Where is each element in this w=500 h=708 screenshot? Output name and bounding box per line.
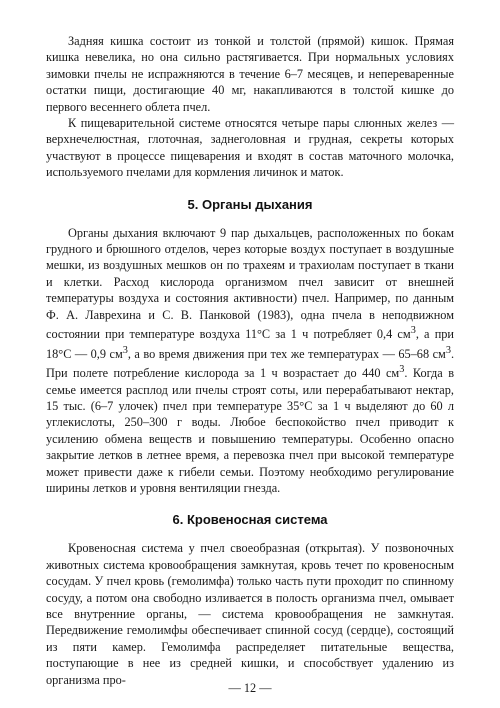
text-fragment: , а во время движения при тех же температурах — 65–68 см — [127, 346, 446, 361]
paragraph-respiratory — [46, 225, 454, 497]
section-heading-circulatory: 6. Кровеносная система — [172, 512, 328, 528]
page-number: — 12 — — [228, 680, 272, 695]
superscript-3: 3 — [410, 325, 416, 337]
text-fragment: , а при 18°С — 0,9 см — [46, 327, 454, 361]
paragraph-circulatory: Кровеносная система у пчел своеобразная (открытая). У позвоночных животных система кровообращения замкнутая, кровь течет по кровеносным сосудам. У пчел кровь (гемолимфа) только часть пути проходит по спинному сосуду, а потом она свободно изливается в полость организма пчел, омывает все внутренние органы, — система кровообращения не замкнутая. Передвижение гемолимфы обеспечивает спинной сосуд (сердце), состоящий из пяти камер. Гемолимфа распределяет питательные вещества, поступающие в нее из средней кишки, и способствует удалению из организма про- — [46, 541, 454, 687]
section-heading-respiratory: 5. Органы дыхания — [187, 196, 313, 212]
text-fragment: . При полете потребление кислорода за 1 ч возрастает до 440 см — [46, 346, 455, 381]
paragraph-salivary-glands: К пищеварительной системе относятся четыре пары слюнных желез — верхнечелюстная, глоточная, заднеголовная и грудная, секреты которых участвуют в процессе пищеварения и входят в состав маточного молочка, используемого пчелами для кормления личинок и маток. — [46, 116, 454, 180]
superscript-3: 3 — [445, 344, 451, 356]
superscript-3: 3 — [122, 344, 128, 356]
paragraph-hindgut: Задняя кишка состоит из тонкой и толстой (прямой) кишок. Прямая кишка невелика, но она сильно растягивается. При нормальных условиях зимовки пчелы не испражняются в течение 6–7 месяцев, и непереваренные остатки пищи, достигающие 40 мг, накапливаются в толстой кишке до первого весеннего облета пчел. — [46, 34, 454, 114]
text-fragment: . Когда в семье имеется расплод или пчелы строят соты, или перерабатывают нектар, 15 тыс. (6–7 улочек) пчел при температуре 35°С за 1 ч выделяют до 60 л углекислоты, 250–300 г воды. Любое беспокойство пчел приводит к усилению обмена веществ и повышению температуры. Особенно опасно закрытие летков в летнее время, а перевозка пчел при высокой температуре может привести даже к гибели семьи. Поэтому необходимо регулирование ширины летков и уровня вентиляции гнезда. — [46, 366, 454, 496]
superscript-3: 3 — [399, 364, 405, 376]
text-fragment: Органы дыхания включают 9 пар дыхальцев, расположенных по бокам грудного и брюшного отделов, через которые воздух поступает в воздушные мешки, из воздушных мешков он по трахеям и трахиолам поступает в ткани и клетки. Расход кислорода организмом пчел зависит от внешней температуры воздуха и состояния активности) пчел. Например, по данным Ф. А. Лаврехина и С. В. Панковой (1983), одна пчела в неподвижном состоянии при температуре воздуха 11°С за 1 ч потребляет 0,4 см — [46, 225, 454, 342]
